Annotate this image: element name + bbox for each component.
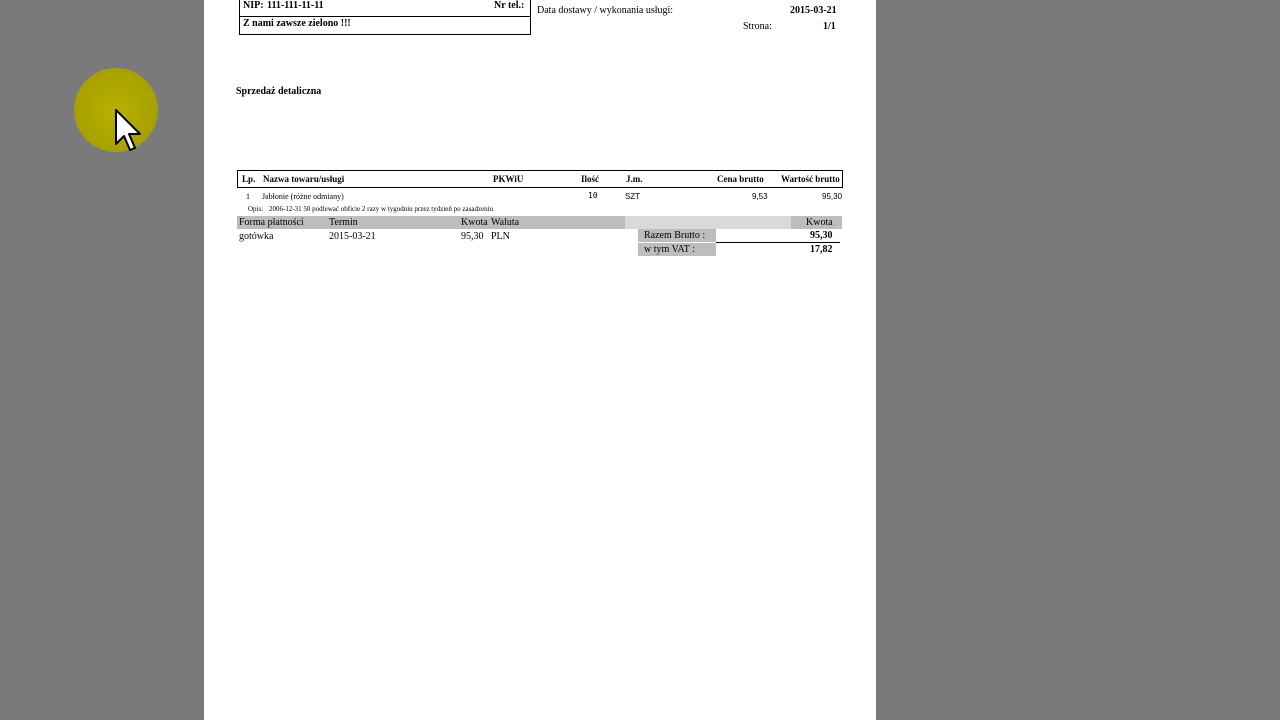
payment-header-method: Forma płatności [239, 217, 304, 228]
phone-label: Nr tel.: [494, 0, 525, 11]
col-header-value: Wartość brutto [781, 174, 840, 184]
page-number-label: Strona: [743, 21, 772, 32]
seller-slogan: Z nami zawsze zielono !!! [243, 18, 351, 29]
item-unit: SZT [625, 192, 641, 201]
gross-total-value: 95,30 [810, 230, 833, 241]
payment-term: 2015-03-21 [329, 231, 376, 242]
payment-header-amount: Kwota [461, 217, 488, 228]
delivery-date-label: Data dostawy / wykonania usługi: [537, 5, 674, 16]
seller-info-box [239, 0, 531, 35]
payment-currency: PLN [491, 231, 510, 242]
gross-total-underline [716, 242, 840, 243]
delivery-date-value: 2015-03-21 [790, 5, 837, 16]
gross-total-label: Razem Brutto : [644, 230, 706, 241]
totals-header-amount: Kwota [806, 217, 833, 228]
item-desc: 2006-12-31 50 podlewać obficie 2 razy w tygodniu przez tydzień po zasadzeniu [269, 205, 494, 213]
sale-type-heading: Sprzedaż detaliczna [236, 86, 322, 97]
items-table-header [237, 170, 843, 188]
item-price: 9,53 [752, 192, 768, 201]
mouse-pointer-icon [114, 108, 144, 154]
nip-label: NIP: [243, 0, 264, 11]
col-header-price: Cena brutto [717, 174, 764, 184]
vat-total-value: 17,82 [810, 244, 833, 255]
col-header-pkwiu: PKWiU [493, 174, 524, 184]
payment-amount: 95,30 [461, 231, 484, 242]
seller-box-divider [240, 16, 530, 17]
col-header-qty: Ilość [581, 174, 599, 184]
col-header-name: Nazwa towaru/usługi [263, 174, 345, 184]
item-value: 95,30 [822, 192, 843, 201]
page-number-value: 1/1 [823, 21, 836, 32]
item-qty: 10 [588, 191, 598, 200]
item-desc-label: Opis: [248, 205, 264, 213]
vat-total-label: w tym VAT : [644, 244, 695, 255]
col-header-unit: J.m. [626, 174, 643, 184]
nip-value: 111-111-11-11 [267, 0, 324, 11]
col-header-lp: Lp. [242, 174, 256, 184]
mouse-cursor [74, 68, 164, 158]
payment-header-currency: Waluta [491, 217, 520, 228]
payment-header-term: Termin [329, 217, 358, 228]
item-name: Jabłonie (różne odmiany) [262, 192, 344, 201]
payment-method: gotówka [239, 231, 274, 242]
document-page [204, 0, 876, 720]
item-lp: 1 [246, 192, 250, 201]
